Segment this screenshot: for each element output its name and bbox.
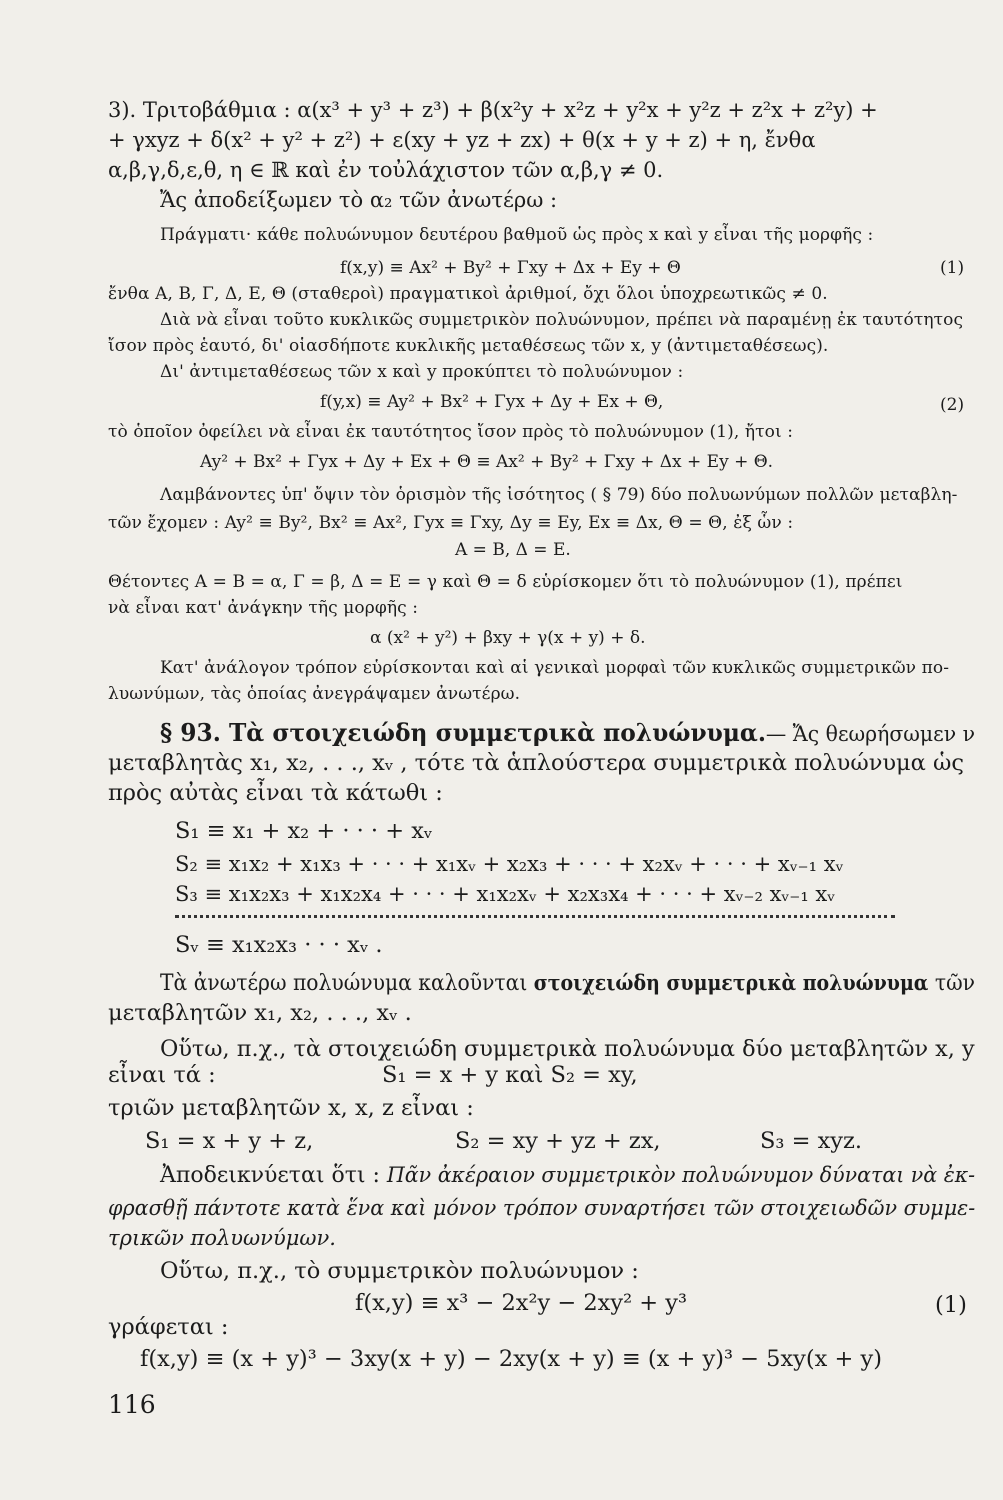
text-line: τὸ ὁποῖον ὀφείλει νὰ εἶναι ἐκ ταυτότητος ἴσον πρὸς τὸ πολυώνυμον (1), ἤτοι :	[108, 422, 794, 442]
formula-sv: Sᵥ ≡ x₁x₂x₃ · · · xᵥ .	[175, 932, 383, 958]
defined-term: στοιχειώδη συμμετρικὰ πολυώνυμα	[533, 970, 929, 995]
formula-s1: S₁ ≡ x₁ + x₂ + · · · + xᵥ	[175, 818, 433, 844]
formula-s2: S₂ ≡ x₁x₂ + x₁x₃ + · · · + x₁xᵥ + x₂x₃ + · · · + x₂xᵥ + · · · + xᵥ₋₁ xᵥ	[175, 852, 844, 876]
text-line: Ἀποδεικνύεται ὅτι : Πᾶν ἀκέραιον συμμετρικὸν πολυώνυμον δύναται νὰ ἐκ-	[160, 1162, 976, 1188]
text-line: Οὕτω, π.χ., τὰ στοιχειώδη συμμετρικὰ πολυώνυμα δύο μεταβλητῶν x, y	[160, 1036, 975, 1062]
section-heading-line	[160, 718, 975, 747]
equation-number: (2)	[940, 395, 965, 415]
page-number: 116	[108, 1390, 156, 1419]
equation-7: f(x,y) ≡ (x + y)³ − 3xy(x + y) − 2xy(x + y) ≡ (x + y)³ − 5xy(x + y)	[140, 1346, 882, 1372]
text-line: μεταβλητῶν x₁, x₂, . . ., xᵥ .	[108, 1000, 412, 1026]
text-line: πρὸς αὐτὰς εἶναι τὰ κάτωθι :	[108, 780, 443, 806]
text-line: γράφεται :	[108, 1314, 229, 1340]
text-line: Ἄς ἀποδείξωμεν τὸ α₂ τῶν ἀνωτέρω :	[160, 188, 558, 212]
text-line: ἔνθα A, B, Γ, Δ, E, Θ (σταθεροὶ) πραγματικοὶ ἀριθμοί, ὄχι ὅλοι ὑποχρεωτικῶς ≠ 0.	[108, 284, 828, 304]
text-line: μεταβλητὰς x₁, x₂, . . ., xᵥ , τότε τὰ ἁπλούστερα συμμετρικὰ πολυώνυμα ὡς	[108, 750, 964, 776]
theorem-text: φρασθῇ πάντοτε κατὰ ἕνα καὶ μόνον τρόπον συναρτήσει τῶν στοιχειωδῶν συμμε-	[108, 1196, 976, 1220]
text-line: Κατ' ἀνάλογον τρόπον εὑρίσκονται καὶ αἱ γενικαὶ μορφαὶ τῶν κυκλικῶς συμμετρικῶν πο-	[160, 658, 950, 678]
text-line: — Ἄς θεωρήσωμεν ν	[765, 722, 975, 746]
text-line: τῶν ἔχομεν : Ay² ≡ By², Bx² ≡ Ax², Γyx ≡ Γxy, Δy ≡ Ey, Ex ≡ Δx, Θ = Θ, ἐξ ὧν :	[108, 513, 794, 533]
equation-6: f(x,y) ≡ x³ − 2x²y − 2xy² + y³	[355, 1290, 687, 1316]
equation-3: Ay² + Bx² + Γyx + Δy + Ex + Θ ≡ Ax² + By² + Γxy + Δx + Ey + Θ.	[200, 452, 774, 472]
dotted-separator	[175, 915, 895, 918]
equation-4: A = B, Δ = E.	[455, 540, 571, 560]
equation-number: (1)	[940, 258, 965, 278]
text-line: Τὰ ἀνωτέρω πολυώνυμα καλοῦνται στοιχειώδη συμμετρικὰ πολυώνυμα τῶν	[160, 970, 975, 996]
text-line: Πράγματι· κάθε πολυώνυμον δευτέρου βαθμοῦ ὡς πρὸς x καὶ y εἶναι τῆς μορφῆς :	[160, 225, 874, 245]
formula-s3-three: S₃ = xyz.	[760, 1128, 862, 1154]
equation-1: f(x,y) ≡ Ax² + By² + Γxy + Δx + Ey + Θ	[340, 258, 681, 278]
section-title: § 93. Τὰ στοιχειώδη συμμετρικὰ πολυώνυμα.	[160, 718, 766, 747]
formula-s2-three: S₂ = xy + yz + zx,	[455, 1128, 661, 1154]
equation-2: f(y,x) ≡ Ay² + Bx² + Γyx + Δy + Ex + Θ,	[320, 392, 664, 412]
text-line: α,β,γ,δ,ε,θ, η ∈ ℝ καὶ ἐν τοὐλάχιστον τῶν α,β,γ ≠ 0.	[108, 158, 664, 182]
text-line: νὰ εἶναι κατ' ἀνάγκην τῆς μορφῆς :	[108, 598, 419, 618]
formula-s1-three: S₁ = x + y + z,	[145, 1128, 314, 1154]
text-line: Δι' ἀντιμεταθέσεως τῶν x καὶ y προκύπτει τὸ πολυώνυμον :	[160, 362, 684, 382]
theorem-text: Πᾶν ἀκέραιον συμμετρικὸν πολυώνυμον δύναται νὰ ἐκ-	[386, 1163, 976, 1187]
text-line: λυωνύμων, τὰς ὁποίας ἀνεγράψαμεν ἀνωτέρω.	[108, 684, 521, 704]
text-line: Λαμβάνοντες ὑπ' ὄψιν τὸν ὁρισμὸν τῆς ἰσότητος ( § 79) δύο πολυωνύμων πολλῶν μεταβλη-	[160, 485, 958, 505]
text-line: Οὕτω, π.χ., τὸ συμμετρικὸν πολυώνυμον :	[160, 1258, 639, 1284]
text-line: Θέτοντες A = B = α, Γ = β, Δ = E = γ καὶ Θ = δ εὑρίσκομεν ὅτι τὸ πολυώνυμον (1), πρέπει	[108, 572, 903, 592]
text-line: τριῶν μεταβλητῶν x, x, z εἶναι :	[108, 1095, 474, 1121]
text-line: εἶναι τά :	[108, 1062, 216, 1088]
text-line: + γxyz + δ(x² + y² + z²) + ε(xy + yz + zx) + θ(x + y + z) + η, ἔνθα	[108, 128, 816, 152]
theorem-text: τρικῶν πολυωνύμων.	[108, 1226, 336, 1250]
formula-s3: S₃ ≡ x₁x₂x₃ + x₁x₂x₄ + · · · + x₁x₂xᵥ + x₂x₃x₄ + · · · + xᵥ₋₂ xᵥ₋₁ xᵥ	[175, 882, 836, 906]
equation-5: α (x² + y²) + βxy + γ(x + y) + δ.	[370, 628, 646, 648]
text-line: 3). Τριτοβάθμια : α(x³ + y³ + z³) + β(x²y + x²z + y²x + y²z + z²x + z²y) +	[108, 98, 878, 122]
text-line: ἴσον πρὸς ἑαυτό, δι' οἱασδήποτε κυκλικῆς μεταθέσεως τῶν x, y (ἀντιμεταθέσεως).	[108, 336, 829, 356]
equation-number: (1)	[935, 1292, 967, 1318]
text-line: Διὰ νὰ εἶναι τοῦτο κυκλικῶς συμμετρικὸν πολυώνυμον, πρέπει νὰ παραμένῃ ἐκ ταυτότητος	[160, 310, 964, 330]
formula-two-vars: S₁ = x + y καὶ S₂ = xy,	[382, 1062, 638, 1088]
